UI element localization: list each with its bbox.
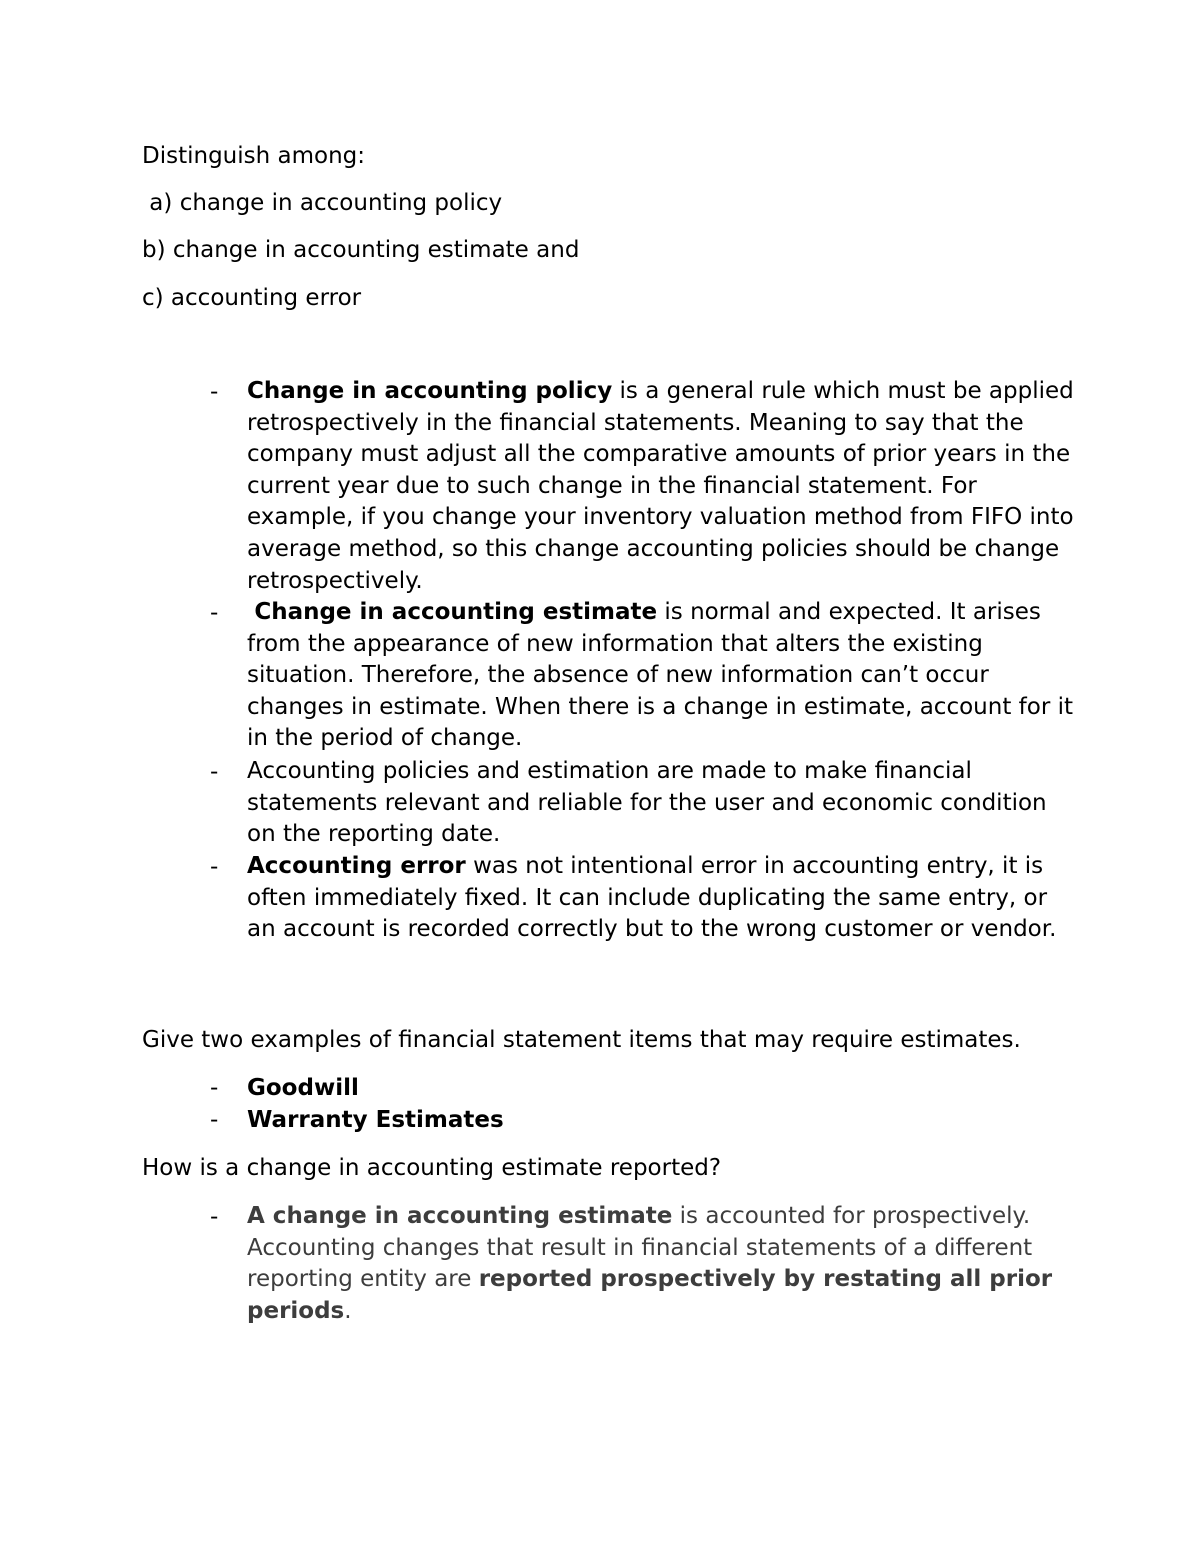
estimate-term: Change in accounting estimate xyxy=(254,599,658,625)
bullet-marker: - xyxy=(210,1075,219,1101)
q3-answer-end: . xyxy=(344,1297,352,1324)
q1-option-a: a) change in accounting policy xyxy=(142,190,503,216)
policies-estimation-answer xyxy=(247,756,1077,851)
q3-answer-emphasis: reported prospectively by restating all prior periods xyxy=(247,1266,1053,1324)
q1-option-b: b) change in accounting estimate and xyxy=(142,237,580,263)
bullet-marker: - xyxy=(210,854,219,880)
estimate-text: is normal and expected. It arises from the appearance of new information that alters the existing situation. Therefore, the absence of new information can’t occur changes in estimate. When there is a change in estimate, account for it in the period of change. xyxy=(247,599,1074,752)
q3-answer-term: A change in accounting estimate xyxy=(247,1203,673,1229)
bullet-marker: - xyxy=(210,600,219,626)
q2-item-goodwill: Goodwill xyxy=(247,1075,359,1101)
q3-answer xyxy=(247,1201,1062,1327)
estimate-answer xyxy=(247,597,1077,755)
error-text: was not intentional error in accounting entry, it is often immediately fixed. It can include duplicating the same entry, or an account is recorded correctly but to the wrong customer or vendor. xyxy=(247,853,1057,943)
q2-item-warranty: Warranty Estimates xyxy=(247,1107,504,1133)
q3-prompt: How is a change in accounting estimate reported? xyxy=(142,1155,722,1181)
q3-answer-text: is accounted for prospectively. Accounting changes that result in financial statements of a different reporting entity are xyxy=(247,1203,1033,1293)
error-answer xyxy=(247,851,1077,946)
policies-estimation-text: Accounting policies and estimation are made to make financial statements relevant and reliable for the user and economic condition on the reporting date. xyxy=(247,758,1047,848)
q1-prompt: Distinguish among: xyxy=(142,143,366,169)
q2-prompt: Give two examples of financial statement items that may require estimates. xyxy=(142,1027,1021,1053)
policy-text: is a general rule which must be applied retrospectively in the financial statements. Meaning to say that the company must adjust all the comparative amounts of prior years in the current year due to such change in the financial statement. For example, if you change your inventory valuation method from FIFO into average method, so this change accounting policies should be change retrospectively. xyxy=(247,378,1074,594)
policy-answer xyxy=(247,376,1077,597)
policy-term: Change in accounting policy xyxy=(247,378,613,404)
bullet-marker: - xyxy=(210,379,219,405)
bullet-marker: - xyxy=(210,1107,219,1133)
error-term: Accounting error xyxy=(247,853,466,879)
bullet-marker: - xyxy=(210,759,219,785)
bullet-marker: - xyxy=(210,1204,219,1230)
q1-option-c: c) accounting error xyxy=(142,285,362,311)
